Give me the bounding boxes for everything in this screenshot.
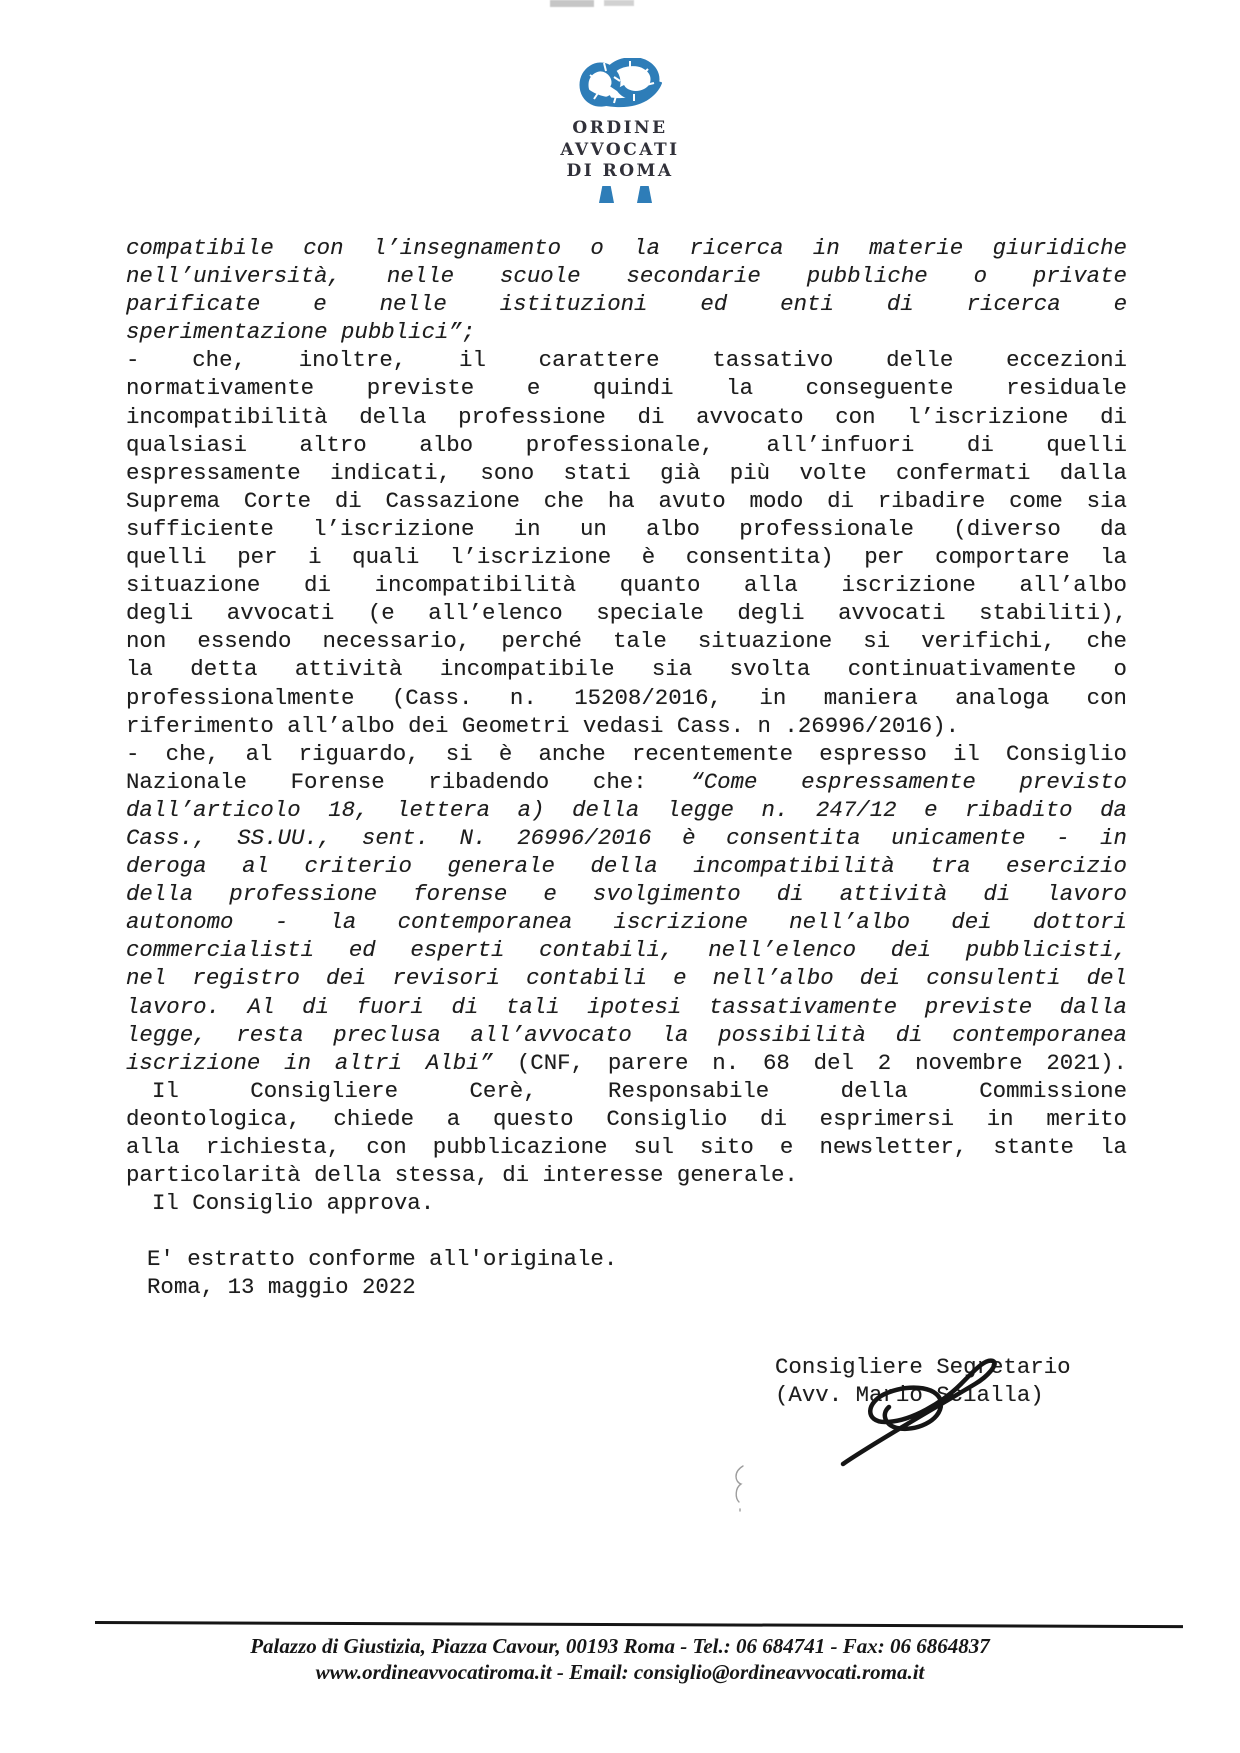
logo-feet (0, 186, 1240, 204)
knot-emblem-icon (578, 58, 662, 114)
text-segment: espressamente indicati, sono stati già più volte confermati dalla (126, 459, 1127, 486)
text-line (126, 459, 1127, 487)
document-body (126, 234, 1127, 1302)
text-segment: E' estratto conforme all'originale. (147, 1246, 618, 1273)
text-line (126, 1273, 1127, 1301)
italic-text-segment: Cass., SS.UU., sent. N. 26996/2016 è consentita unicamente - in (126, 824, 1127, 851)
text-line (126, 1021, 1127, 1049)
text-line (126, 487, 1127, 515)
text-line (126, 290, 1127, 318)
italic-text-segment: sperimentazione pubblici”; (126, 319, 476, 346)
text-segment: riferimento all’albo dei Geometri vedasi Cass. n .26996/2016). (126, 712, 960, 739)
italic-text-segment: lavoro. Al di fuori di tali ipotesi tassativamente previste dalla (126, 993, 1127, 1020)
italic-text-segment: dall’articolo 18, lettera a) della legge n. 247/12 e ribadito da (126, 796, 1127, 823)
footer-rule (95, 1621, 1183, 1628)
text-line (126, 262, 1127, 290)
italic-text-segment: autonomo - la contemporanea iscrizione nell’albo dei dottori (126, 909, 1127, 936)
text-line (126, 403, 1127, 431)
italic-text-segment: compatibile con l’insegnamento o la ricerca in materie giuridiche (126, 235, 1127, 261)
text-line (126, 1245, 1127, 1273)
italic-text-segment: deroga al criterio generale della incompatibilità tra esercizio (126, 853, 1127, 880)
text-line (126, 712, 1127, 740)
text-segment: Roma, 13 maggio 2022 (147, 1274, 416, 1301)
text-segment: incompatibilità della professione di avvocato con l’iscrizione di (126, 403, 1127, 430)
text-line (126, 318, 1127, 346)
logo-text-line1: ORDINE (572, 118, 668, 138)
text-line (126, 234, 1127, 262)
text-segment: sufficiente l’iscrizione in un albo professionale (diverso da (126, 515, 1127, 542)
text-line (126, 880, 1127, 908)
text-segment: - che, inoltre, il carattere tassativo delle eccezioni (126, 347, 1127, 374)
text-segment: Il Consiglio approva. (152, 1190, 435, 1217)
logo (0, 58, 1240, 183)
text-segment: - che, al riguardo, si è anche recentemente espresso il Consiglio (126, 740, 1127, 767)
text-line (126, 346, 1127, 374)
text-line (126, 740, 1127, 768)
text-line (126, 1105, 1127, 1133)
text-line (126, 908, 1127, 936)
text-segment: Suprema Corte di Cassazione che ha avuto modo di ribadire come sia (126, 487, 1127, 514)
text-line (126, 768, 1127, 796)
text-line (126, 964, 1127, 992)
logo-text-line2: AVVOCATI (560, 139, 680, 160)
text-line (126, 936, 1127, 964)
scan-artifact (550, 0, 594, 7)
text-line (126, 627, 1127, 655)
signature-title: Consigliere Segretario (775, 1354, 1071, 1380)
text-line (126, 1189, 1127, 1217)
text-segment: non essendo necessario, perché tale situazione si verifichi, che (126, 628, 1127, 655)
italic-text-segment: della professione forense e svolgimento di attività di lavoro (126, 881, 1127, 908)
text-line (126, 993, 1127, 1021)
text-segment: normativamente previste e quindi la conseguente residuale (126, 375, 1127, 402)
text-segment: professionalmente (Cass. n. 15208/2016, in maniera analoga con (126, 684, 1127, 711)
text-segment: Il Consigliere Cerè, Responsabile della Commissione (152, 1077, 1127, 1104)
column-foot-icon (637, 186, 652, 203)
footer-contact: www.ordineavvocatiroma.it - Email: consiglio@ordineavvocati.roma.it (315, 1660, 925, 1684)
text-line (126, 374, 1127, 402)
italic-text-segment: commercialisti ed esperti contabili, nell’elenco dei pubblicisti, (126, 937, 1127, 964)
text-line (126, 431, 1127, 459)
text-segment: la detta attività incompatibile sia svolta continuativamente o (126, 656, 1127, 683)
text-segment: quelli per i quali l’iscrizione è consentita) per comportare la (126, 544, 1127, 571)
text-line (126, 1049, 1127, 1077)
text-segment: Nazionale Forense ribadendo che: (126, 768, 691, 795)
italic-text-segment: iscrizione in altri Albi” (126, 1049, 517, 1076)
text-line (126, 684, 1127, 712)
text-line (126, 599, 1127, 627)
text-line (126, 1217, 1127, 1245)
scan-artifact (728, 1462, 750, 1516)
text-line (126, 655, 1127, 683)
text-line (126, 852, 1127, 880)
italic-text-segment: legge, resta preclusa all’avvocato la possibilità di contemporanea (126, 1021, 1127, 1048)
text-line (126, 571, 1127, 599)
text-line (126, 1133, 1127, 1161)
text-segment: deontologica, chiede a questo Consiglio di esprimersi in merito (126, 1105, 1127, 1132)
italic-text-segment: nel registro dei revisori contabili e nell’albo dei consulenti del (126, 965, 1127, 992)
text-segment: situazione di incompatibilità quanto alla iscrizione all’albo (126, 572, 1127, 599)
text-segment: qualsiasi altro albo professionale, all’infuori di quelli (126, 431, 1127, 458)
text-line (126, 824, 1127, 852)
signature-name: (Avv. Mario Scialla) (775, 1382, 1044, 1408)
text-segment: degli avvocati (e all’elenco speciale degli avvocati stabiliti), (126, 600, 1127, 627)
text-line (126, 515, 1127, 543)
logo-text-line3: DI ROMA (566, 161, 674, 181)
text-segment: alla richiesta, con pubblicazione sul sito e newsletter, stante la (126, 1134, 1127, 1160)
text-segment: particolarità della stessa, di interesse generale. (126, 1162, 798, 1189)
footer-address: Palazzo di Giustizia, Piazza Cavour, 00193 Roma - Tel.: 06 684741 - Fax: 06 6864837 (250, 1634, 990, 1658)
text-segment: (CNF, parere n. 68 del 2 novembre 2021). (516, 1049, 1127, 1076)
italic-text-segment: parificate e nelle istituzioni ed enti di ricerca e (126, 291, 1127, 318)
italic-text-segment: “Come espressamente previsto (690, 768, 1127, 795)
text-line (126, 543, 1127, 571)
text-line (126, 796, 1127, 824)
column-foot-icon (599, 186, 614, 203)
text-line (126, 1161, 1127, 1189)
handwritten-signature-icon (815, 1338, 1025, 1478)
text-line (126, 1077, 1127, 1105)
italic-text-segment: nell’università, nelle scuole secondarie pubbliche o private (126, 263, 1127, 290)
scan-artifact (604, 0, 634, 6)
